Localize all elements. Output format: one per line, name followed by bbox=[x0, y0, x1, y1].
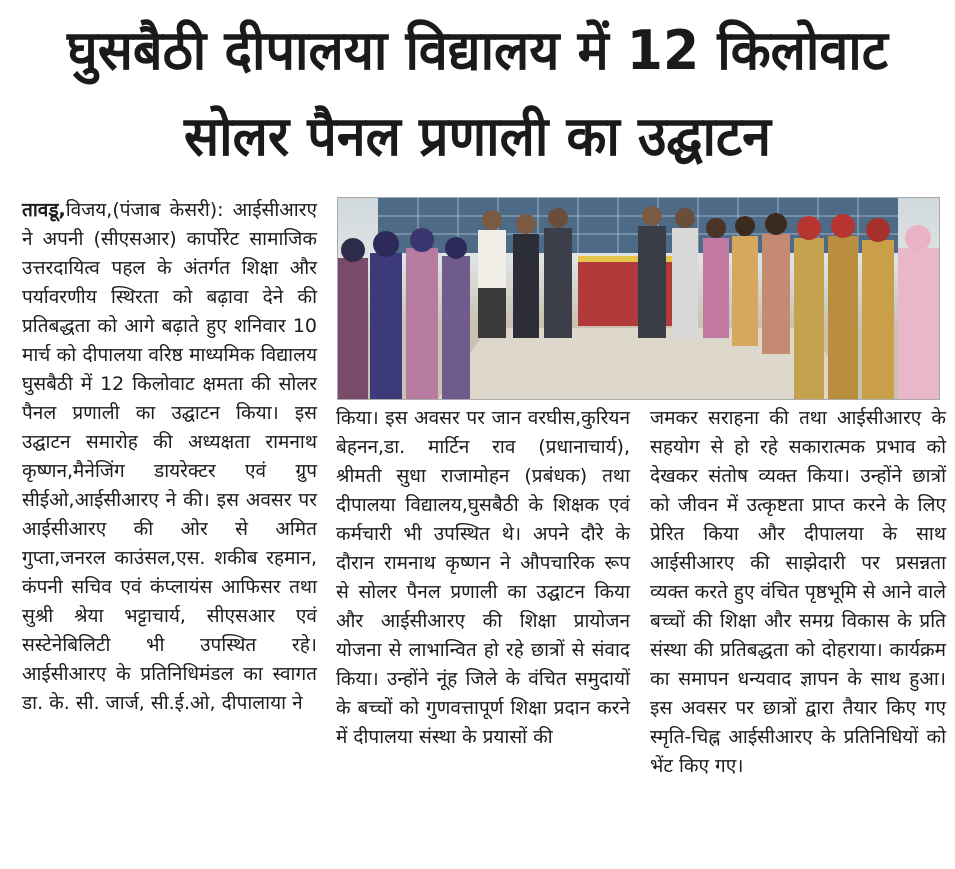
headline-line-2: सोलर पैनल प्रणाली का उद्घाटन bbox=[183, 105, 771, 169]
article-column-3 bbox=[650, 404, 946, 781]
article-column-2 bbox=[336, 404, 630, 752]
dateline: तावडू, bbox=[22, 199, 66, 221]
article-text-col1: विजय,(पंजाब केसरी): आईसीआरए ने अपनी (सीएसआर) कार्पोरेट सामाजिक उत्तरदायित्व पहल के अंतर्गत शिक्षा और पर्यावरणीय स्थिरता को बढ़ावा देने की प्रतिबद्धता को आगे बढ़ाते हुए शनिवार 10 मार्च को दीपालया वरिष्ठ माध्यमिक विद्यालय घुसबैठी में 12 किलोवाट क्षमता की सोलर पैनल प्रणाली का उद्घाटन किया। इस उद्घाटन समारोह की अध्यक्षता रामनाथ कृष्णन,मैनेजिंग डायरेक्टर एवं ग्रुप सीईओ,आईसीआरए ने की। इस अवसर पर आईसीआरए की ओर से अमित गुप्ता,जनरल काउंसल,एस. शकीब रहमान, कंपनी सचिव एवं कंप्लायंस आफिसर तथा सुश्री श्रेया भट्टाचार्य, सीएसआर एवं सस्टेनेबिलिटी भी उपस्थित रहे। आईसीआरए के प्रतिनिधिमंडल का स्वागत डा. के. सी. जार्ज, सी.ई.ओ, दीपालाया ने bbox=[22, 199, 317, 714]
article-column-1 bbox=[22, 196, 317, 718]
article-text-col2: किया। इस अवसर पर जान वरघीस,कुरियन बेहनन,डा. मार्टिन राव (प्रधानाचार्य), श्रीमती सुधा राजामोहन (प्रबंधक) तथा दीपालया विद्यालय,घुसबैठी के शिक्षक एवं कर्मचारी भी उपस्थित थे। अपने दौरे के दौरान रामनाथ कृष्णन ने औपचारिक रूप से सोलर पैनल प्रणाली का उद्घाटन किया और आईसीआरए की शिक्षा प्रायोजन योजना से लाभान्वित हो रहे छात्रों से संवाद किया। उन्होंने नूंह जिले के वंचित समुदायों के बच्चों को गुणवत्तापूर्ण शिक्षा प्रदान करने में दीपालया संस्था के प्रयासों की bbox=[336, 407, 630, 748]
headline bbox=[0, 8, 955, 180]
article-text-col3: जमकर सराहना की तथा आईसीआरए के सहयोग से हो रहे सकारात्मक प्रभाव को देखकर संतोष व्यक्त किया। उन्होंने छात्रों को जीवन में उत्कृष्टता प्राप्त करने के लिए प्रेरित किया और दीपालया के साथ आईसीआरए की साझेदारी पर प्रसन्नता व्यक्त करते हुए वंचित पृष्ठभूमि से आने वाले बच्चों की शिक्षा और समग्र विकास के प्रति संस्था की प्रतिबद्धता को दोहराया। कार्यक्रम का समापन धन्यवाद ज्ञापन के साथ हुआ। इस अवसर पर छात्रों द्वारा तैयार किए गए स्मृति-चिह्न आईसीआरए के प्रतिनिधियों को भेंट किए गए। bbox=[650, 407, 946, 777]
article-paragraph bbox=[22, 196, 317, 718]
event-photo bbox=[337, 197, 940, 400]
headline-line-1: घुसबैठी दीपालया विद्यालय में 12 किलोवाट bbox=[67, 19, 888, 83]
photo-illustration bbox=[338, 198, 939, 399]
